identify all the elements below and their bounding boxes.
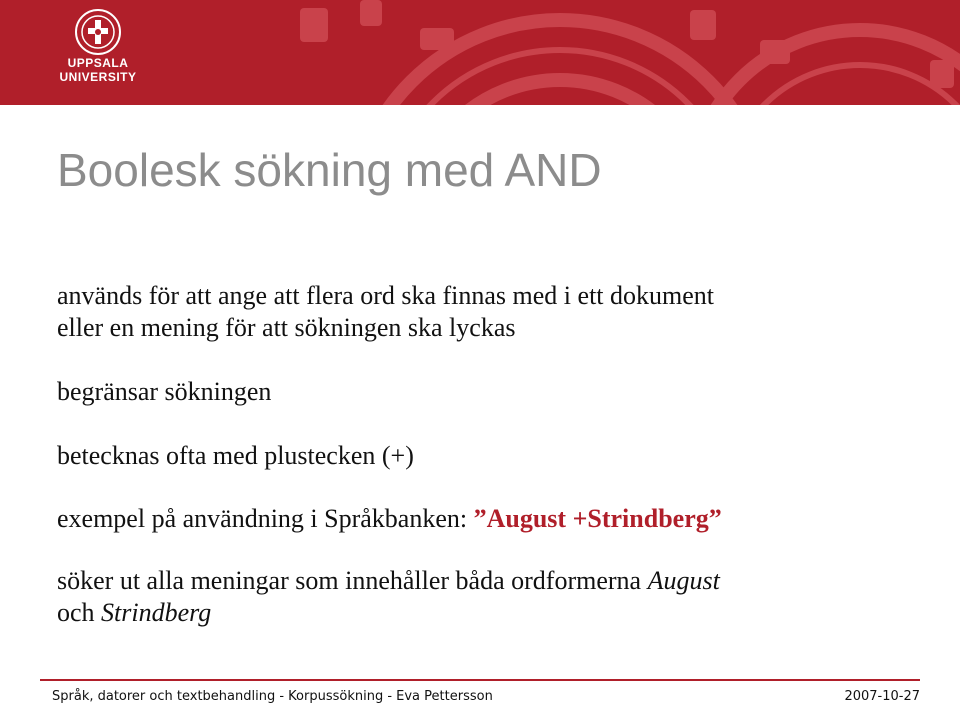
footer-date: 2007-10-27 xyxy=(844,689,920,704)
logo-text-university: UNIVERSITY xyxy=(59,70,137,84)
paragraph-result xyxy=(57,565,720,629)
paragraph-notation: betecknas ofta med plustecken (+) xyxy=(57,441,414,470)
paragraph-restricts: begränsar sökningen xyxy=(57,377,272,406)
logo-text-uppsala: UPPSALA xyxy=(67,56,129,70)
paragraph-definition xyxy=(57,280,714,344)
paragraph-example xyxy=(57,503,722,535)
paragraph-definition-line2: eller en mening för att sökningen ska lyckas xyxy=(57,313,516,342)
footer-divider xyxy=(40,679,920,681)
header-banner xyxy=(0,0,960,105)
example-query: ”August +Strindberg” xyxy=(473,504,722,533)
footer-course-info: Språk, datorer och textbehandling - Korpussökning - Eva Pettersson xyxy=(52,689,493,704)
result-line2-prefix: och xyxy=(57,598,95,627)
result-term-august: August xyxy=(647,566,720,595)
slide-title: Boolesk sökning med AND xyxy=(57,144,602,196)
example-prefix: exempel på användning i Språkbanken: xyxy=(57,504,468,533)
result-term-strindberg: Strindberg xyxy=(101,598,212,627)
uppsala-logo xyxy=(46,8,150,98)
university-seal-icon xyxy=(74,8,122,56)
result-line1-prefix: söker ut alla meningar som innehåller båda ordformerna xyxy=(57,566,642,595)
paragraph-definition-line1: används för att ange att flera ord ska finnas med i ett dokument xyxy=(57,281,715,310)
